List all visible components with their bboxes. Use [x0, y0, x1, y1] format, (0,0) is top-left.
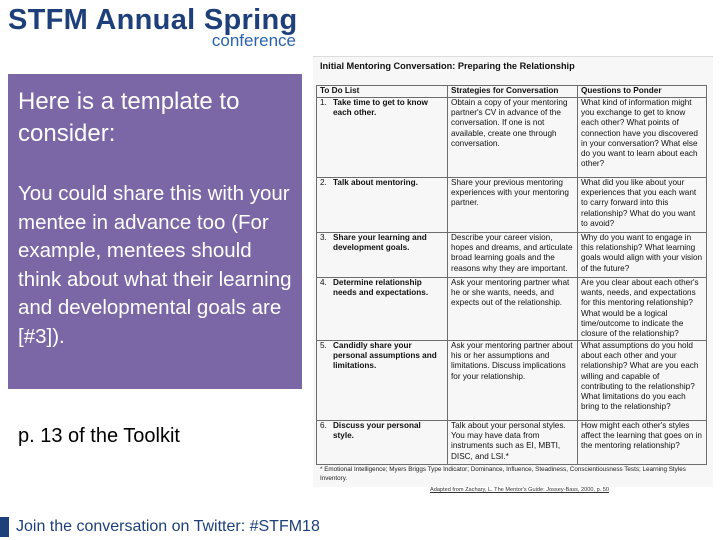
- table-header-row: [317, 86, 707, 98]
- table-row: [317, 233, 707, 278]
- strategy-cell: Ask your mentoring partner about his or her assumptions and limitations. Discuss implications for your relationship.: [448, 341, 578, 421]
- strategy-cell: Describe your career vision, hopes and dreams, and articulate broad learning goals and the reasons why they are important.: [448, 233, 578, 278]
- slide-heading: Here is a template to consider:: [18, 88, 240, 147]
- table-row: [317, 421, 707, 465]
- table-title: Initial Mentoring Conversation: Preparing the Relationship: [320, 61, 575, 71]
- strategy-cell: Talk about your personal styles. You may have data from instruments such as EI, MBTI, DISC, and LSI.*: [448, 421, 578, 465]
- questions-cell: Are you clear about each other's wants, needs, and expectations for this mentoring relationship? What would be a logical time/outcome to indicate the closure of the relationship?: [578, 278, 707, 341]
- logo-title: STFM Annual Spring: [8, 4, 298, 36]
- footer-accent: [0, 517, 9, 537]
- column-header: Questions to Ponder: [578, 86, 707, 98]
- todo-text: Discuss your personal style.: [333, 421, 421, 441]
- source-credit: Adapted from Zachary, L. The Mentor's Guide: Jossey-Bass, 2000, p. 50: [430, 487, 610, 493]
- todo-cell: [317, 233, 448, 278]
- questions-cell: What assumptions do you hold about each other and your relationship? What are you each willing and capable of contributing to the relationship? What limitations do you each bring to the relationship?: [578, 341, 707, 421]
- table-row: [317, 278, 707, 341]
- todo-text: Determine relationship needs and expectations.: [333, 278, 429, 298]
- todo-text: Take time to get to know each other.: [333, 98, 428, 118]
- table-footnote: * Emotional Intelligence; Myers Briggs Type Indicator; Dominance, Influence, Steadiness, Conscientiousness Tests; Learning Styles Inventory.: [320, 466, 686, 482]
- todo-cell: [317, 98, 448, 178]
- table-row: [317, 98, 707, 178]
- todo-text: Talk about mentoring.: [333, 178, 418, 187]
- questions-cell: Why do you want to engage in this relationship? What learning goals would align with your vision of the future?: [578, 233, 707, 278]
- todo-cell: [317, 341, 448, 421]
- row-number: 5.: [320, 341, 327, 350]
- strategy-cell: Ask your mentoring partner what he or she wants, needs, and expects out of the relationship.: [448, 278, 578, 341]
- mentoring-table-image: [313, 56, 713, 487]
- questions-cell: What did you like about your experiences that you each want to carry forward into this relationship? What do you want to avoid?: [578, 178, 707, 233]
- slide-body-text: You could share this with your mentee in advance too (For example, mentees should think about what their learning and developmental goals are [#3]).: [18, 182, 292, 348]
- footer-bar: [0, 514, 720, 540]
- todo-text: Share your learning and development goals.: [333, 233, 427, 253]
- row-number: 4.: [320, 278, 327, 287]
- todo-cell: [317, 421, 448, 465]
- questions-cell: How might each other's styles affect the learning that goes on in the mentoring relationship?: [578, 421, 707, 465]
- mentoring-table: [316, 85, 707, 465]
- todo-cell: [317, 178, 448, 233]
- row-number: 2.: [320, 178, 327, 187]
- table-row: [317, 178, 707, 233]
- row-number: 1.: [320, 98, 327, 107]
- strategy-cell: Obtain a copy of your mentoring partner's CV in advance of the conversation. If one is not available, create one through conversation.: [448, 98, 578, 178]
- questions-cell: What kind of information might you exchange to get to know each other? What points of connection have you discovered in your conversation? What else do you want to learn about each other?: [578, 98, 707, 178]
- table-row: [317, 341, 707, 421]
- row-number: 3.: [320, 233, 327, 242]
- strategy-cell: Share your previous mentoring experiences with your mentoring partner.: [448, 178, 578, 233]
- column-header: Strategies for Conversation: [448, 86, 578, 98]
- column-header: To Do List: [317, 86, 448, 98]
- todo-text: Candidly share your personal assumptions and limitations.: [333, 341, 437, 371]
- row-number: 6.: [320, 421, 327, 430]
- todo-cell: [317, 278, 448, 341]
- conference-logo: [8, 4, 298, 49]
- twitter-hashtag-text: Join the conversation on Twitter: #STFM18: [16, 518, 320, 535]
- toolkit-reference: p. 13 of the Toolkit: [18, 425, 180, 447]
- logo-subtitle: conference: [211, 31, 296, 50]
